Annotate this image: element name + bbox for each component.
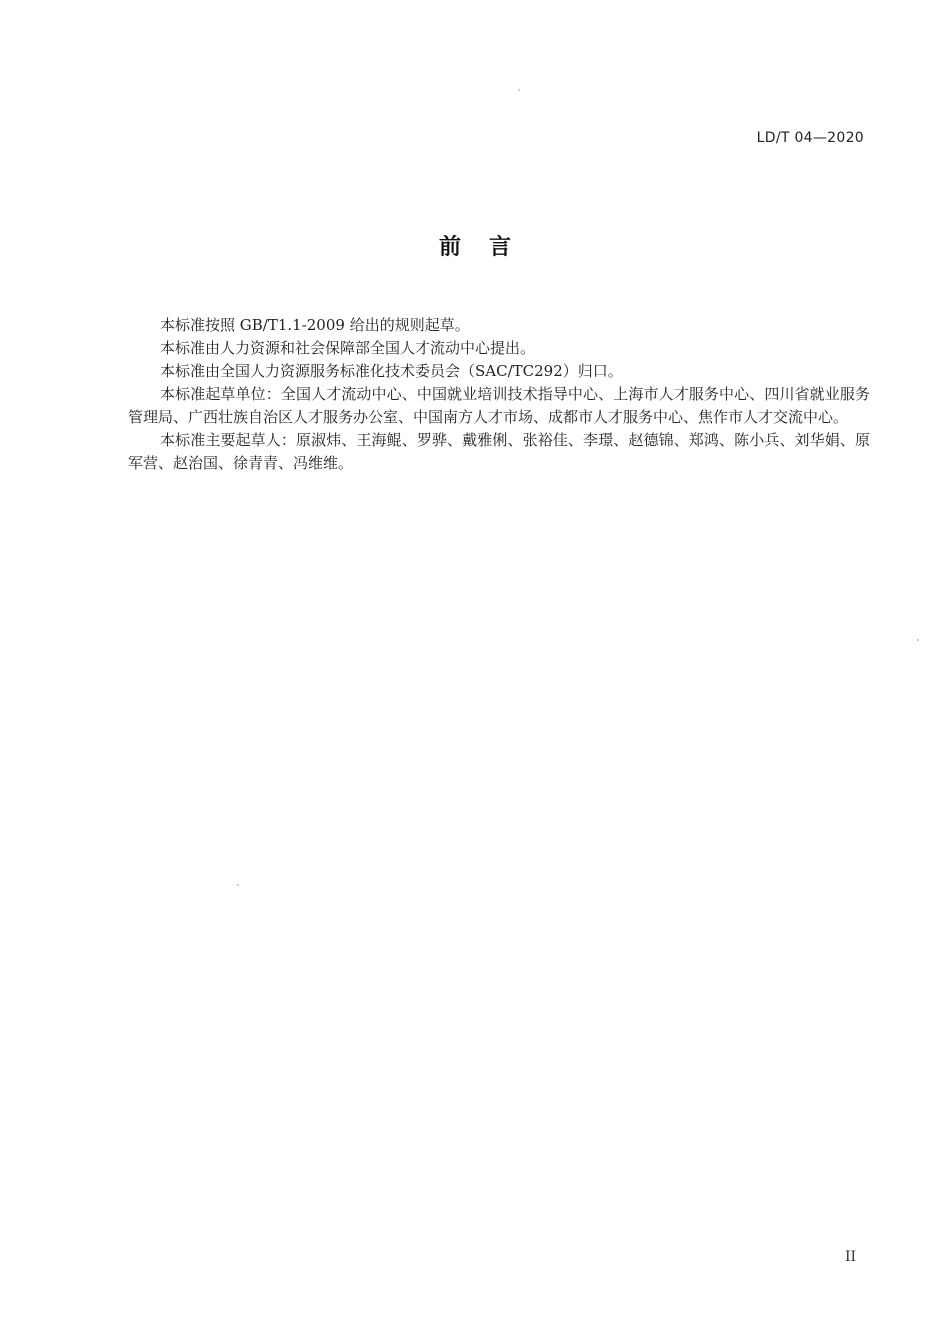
standard-code: LD/T 04—2020 — [756, 130, 864, 146]
paragraph-drafters: 本标准主要起草人：原淑炜、王海鲲、罗骅、戴雅俐、张裕佳、李璟、赵德锦、郑鸿、陈小兵、刘华娟、原军营、赵治国、徐青青、冯维维。 — [128, 431, 870, 472]
preface-body — [128, 314, 870, 475]
paragraph-drafting-units: 本标准起草单位：全国人才流动中心、中国就业培训技术指导中心、上海市人才服务中心、四川省就业服务管理局、广西壮族自治区人才服务办公室、中国南方人才市场、成都市人才服务中心、焦作市人才交流中心。 — [128, 385, 870, 426]
scan-speck — [917, 639, 919, 641]
paragraph-drafting-rules: 本标准按照 GB/T1.1-2009 给出的规则起草。 — [160, 316, 470, 334]
scan-speck — [518, 89, 520, 91]
paragraph-centralized-unit: 本标准由全国人力资源服务标准化技术委员会（SAC/TC292）归口。 — [160, 362, 623, 380]
page-number: II — [844, 1249, 856, 1265]
page-title: 前言 — [438, 235, 539, 260]
paragraph-proposer: 本标准由人力资源和社会保障部全国人才流动中心提出。 — [160, 339, 536, 357]
scan-speck — [237, 884, 239, 886]
